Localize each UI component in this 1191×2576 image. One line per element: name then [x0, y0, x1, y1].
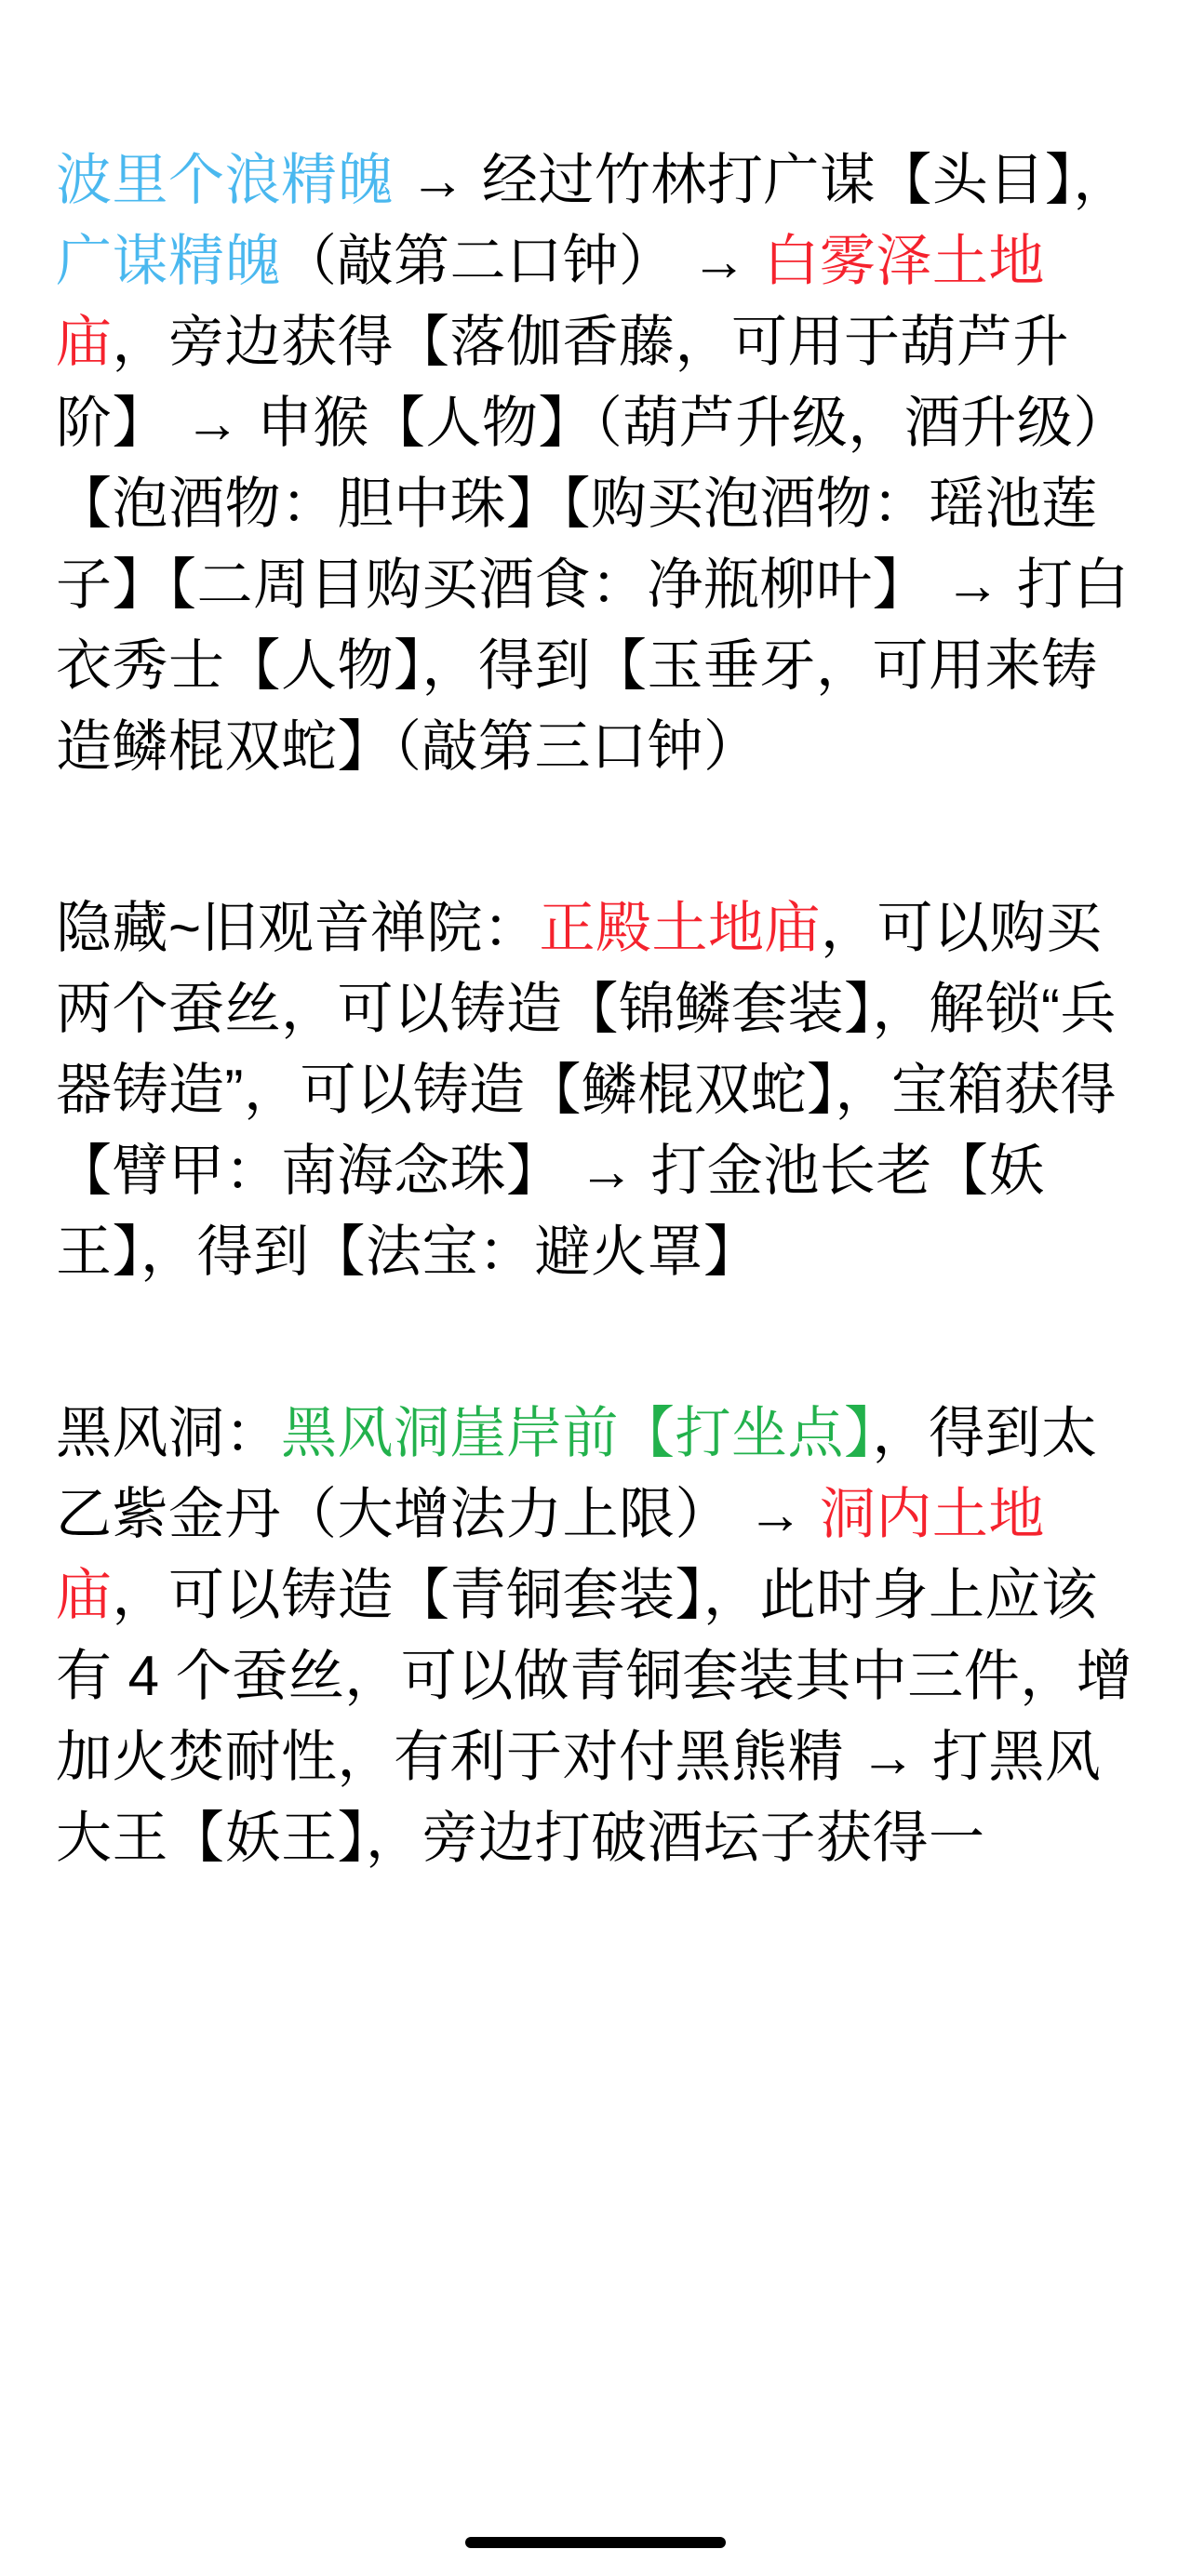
text-run: ，可以铸造【青铜套装】，此时身上应该有 4 个蚕丝，可以做青铜套装其中三件，增加火焚耐性，有利于对付黑熊精 → 打黑风大王【妖王】，旁边打破酒坛子获得一: [56, 1564, 1133, 1869]
paragraph: [56, 140, 1135, 787]
text-run: 正殿土地庙: [539, 897, 822, 959]
home-indicator[interactable]: [465, 2537, 726, 2548]
text-run: 隐藏~旧观音禅院：: [56, 897, 540, 959]
text-run: 黑风洞崖岸前【打坐点】: [281, 1402, 873, 1464]
text-run: 波里个浪精魄: [56, 149, 394, 211]
text-run: 白雾泽土地庙: [56, 230, 1045, 373]
text-run: （敲第二口钟） →: [281, 230, 764, 292]
paragraph: [56, 1393, 1135, 1878]
text-run: 黑风洞：: [56, 1402, 281, 1464]
text-run: ，可以购买两个蚕丝，可以铸造【锦鳞套装】，解锁“兵器铸造”，可以铸造【鳞棍双蛇】，宝箱获得【臂甲：南海念珠】 → 打金池长老【妖王】，得到【法宝：避火罩】: [56, 897, 1117, 1283]
text-run: ，旁边获得【落伽香藤，可用于葫芦升阶】 → 申猴【人物】（葫芦升级，酒升级）【泡酒物：胆中珠】【购买泡酒物：瑶池莲子】【二周目购买酒食：净瓶柳叶】 → 打白衣秀士【人物】，得到【玉垂牙，可用来铸造鳞棍双蛇】（敲第三口钟）: [56, 311, 1130, 778]
article-body: [56, 140, 1135, 1878]
text-run: →: [394, 149, 482, 211]
paragraph: [56, 888, 1135, 1292]
text-run: 经过竹林打广谋【头目】，: [481, 149, 1130, 211]
text-run: 广谋精魄: [56, 230, 281, 292]
text-run: 洞内土地庙: [56, 1483, 1045, 1626]
text-run: ，得到太乙紫金丹（大增法力上限） →: [56, 1402, 1098, 1545]
